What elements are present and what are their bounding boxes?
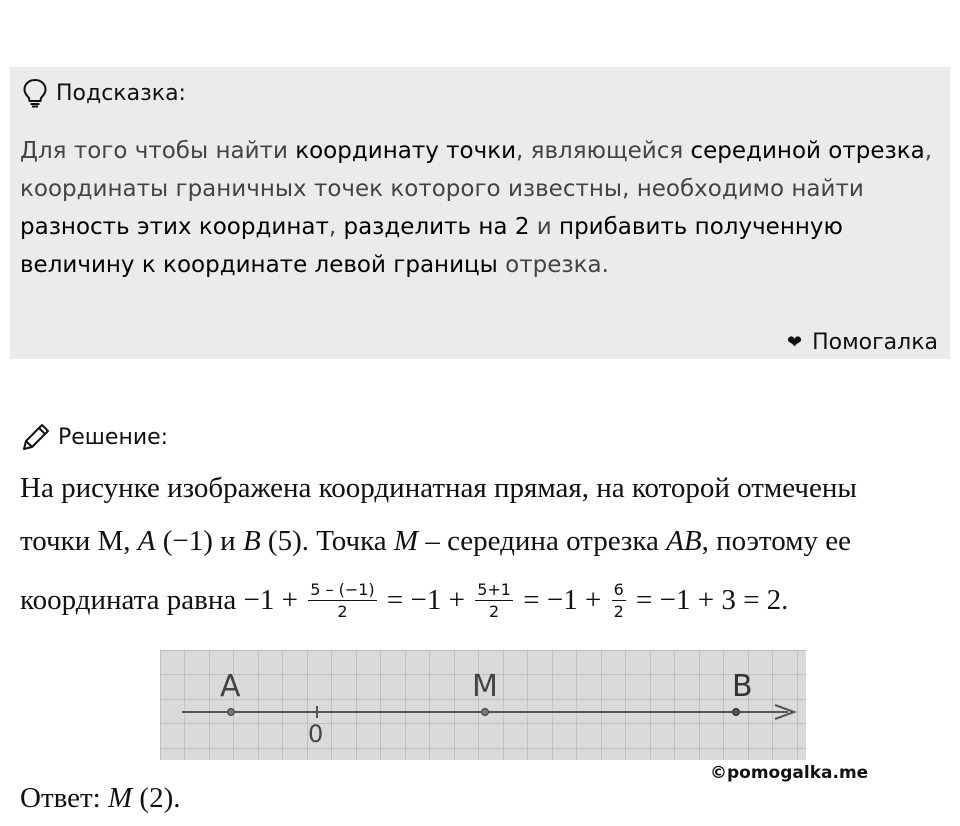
- point-b: [733, 709, 740, 716]
- hint-text: , координаты граничных точек которого известны, необходимо найти: [20, 138, 933, 202]
- fraction-denominator: 2: [337, 602, 348, 621]
- solution-line-1: На рисунке изображена координатная прямая, на которой отмечены: [20, 472, 857, 504]
- watermark: ©pomogalka.me: [710, 763, 869, 783]
- fraction-numerator: 6: [613, 580, 624, 599]
- answer-value: (2).: [132, 782, 181, 814]
- segment-ab-label: AB: [666, 525, 702, 557]
- solution-text: , поэтому ее: [701, 525, 852, 557]
- pencil-icon: [20, 421, 52, 453]
- credit-text: Помогалка: [812, 329, 938, 355]
- heart-icon: ❤: [786, 331, 803, 353]
- hint-text: и: [529, 214, 560, 240]
- fraction: [475, 580, 513, 621]
- hint-bold-text: серединой отрезка: [690, 138, 925, 164]
- solution-text: = −1 +: [515, 584, 609, 617]
- fraction-numerator: 5+1: [477, 580, 511, 599]
- hint-bold-text: прибавить полученную величину к координате левой границы: [20, 214, 843, 278]
- solution-text: точки М,: [20, 525, 138, 557]
- point-a-label: A: [137, 525, 156, 557]
- hint-title: [22, 78, 186, 108]
- number-line-figure: [160, 650, 806, 760]
- hint-text: ,: [328, 214, 344, 240]
- solution-text: координата равна −1 +: [20, 584, 306, 617]
- solution-text: (5). Точка: [260, 525, 394, 557]
- fraction: [612, 580, 626, 621]
- solution-title: [20, 420, 168, 454]
- fraction-numerator: 5 – (−1): [310, 580, 375, 599]
- fraction-denominator: 2: [613, 602, 624, 621]
- point-a: [228, 709, 235, 716]
- solution-text: – середина отрезка: [418, 525, 667, 557]
- point-m-label: M: [393, 525, 419, 557]
- credit: [787, 326, 938, 358]
- point-m: [482, 709, 489, 716]
- point-b-label: B: [242, 525, 261, 557]
- lightbulb-icon: [22, 78, 48, 108]
- answer-label: Ответ:: [20, 782, 108, 814]
- label-a: A: [220, 669, 241, 704]
- solution-line-3: [20, 582, 945, 623]
- solution-line-2: [20, 525, 945, 558]
- answer-point: M: [108, 782, 133, 814]
- label-m: M: [472, 669, 498, 704]
- hint-bold-text: разность этих координат: [20, 214, 329, 240]
- solution-title-text: Решение:: [58, 424, 169, 450]
- label-zero: 0: [308, 720, 324, 748]
- solution-text: (−1) и: [155, 525, 243, 557]
- hint-bold-text: разделить на 2: [343, 214, 530, 240]
- grid-paper: [160, 650, 806, 760]
- hint-text: отрезка.: [497, 252, 609, 278]
- solution-text: = −1 + 3 = 2.: [628, 584, 789, 617]
- hint-title-text: Подсказка:: [56, 80, 186, 106]
- hint-bold-text: координату точки: [295, 138, 517, 164]
- solution-text: = −1 +: [379, 584, 473, 617]
- hint-text: , являющейся: [516, 138, 691, 164]
- fraction: [308, 580, 376, 621]
- fraction-denominator: 2: [489, 602, 500, 621]
- answer-line: [20, 782, 945, 815]
- hint-text: Для того чтобы найти: [20, 138, 296, 164]
- hint-body: [20, 132, 940, 284]
- label-b: B: [732, 669, 753, 704]
